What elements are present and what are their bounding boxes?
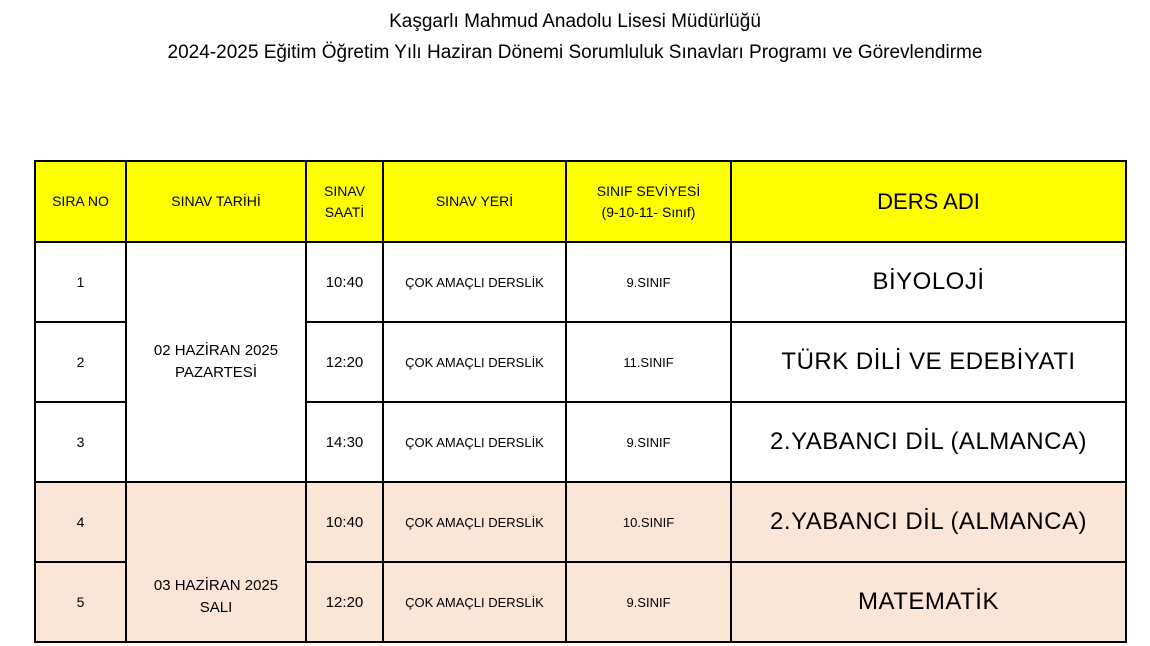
cell-sinav-yeri: ÇOK AMAÇLI DERSLİK (383, 242, 566, 322)
cell-sinav-tarihi (126, 482, 306, 642)
column-header-sinav-yeri: SINAV YERİ (383, 161, 566, 242)
cell-sinav-yeri: ÇOK AMAÇLI DERSLİK (383, 402, 566, 482)
cell-sinif-seviyesi: 9.SINIF (566, 402, 731, 482)
school-name: Kaşgarlı Mahmud Anadolu Lisesi Müdürlüğü (389, 11, 761, 32)
column-header-sinav-saati-line1: SINAV (324, 182, 365, 199)
cell-sira-no: 3 (35, 402, 126, 482)
table-row (35, 242, 1126, 322)
column-header-sira-no: SIRA NO (35, 161, 126, 242)
cell-sinif-seviyesi: 9.SINIF (566, 562, 731, 642)
cell-ders-adi: BİYOLOJİ (731, 242, 1126, 322)
column-header-sinav-tarihi: SINAV TARİHİ (126, 161, 306, 242)
day-line: PAZARTESİ (175, 364, 257, 381)
column-header-sinif-seviyesi-line2: (9-10-11- Sınıf) (601, 203, 696, 220)
date-line: 03 HAZİRAN 2025 (153, 577, 279, 594)
cell-sira-no: 2 (35, 322, 126, 402)
cell-ders-adi: TÜRK DİLİ VE EDEBİYATI (731, 322, 1126, 402)
column-header-sinif-seviyesi-line1: SINIF SEVİYESİ (596, 182, 701, 199)
cell-sinav-saati: 10:40 (306, 482, 383, 562)
cell-sinav-saati: 12:20 (306, 322, 383, 402)
table-row (35, 482, 1126, 562)
day-line: SALI (199, 599, 233, 616)
cell-sira-no: 5 (35, 562, 126, 642)
date-line: 02 HAZİRAN 2025 (153, 342, 279, 359)
cell-sinav-saati: 12:20 (306, 562, 383, 642)
document-title: 2024-2025 Eğitim Öğretim Yılı Haziran Dönemi Sorumluluk Sınavları Programı ve Görevlendirme (167, 42, 983, 63)
cell-sinav-yeri: ÇOK AMAÇLI DERSLİK (383, 482, 566, 562)
exam-schedule-table (34, 160, 1127, 643)
cell-ders-adi: 2.YABANCI DİL (ALMANCA) (731, 482, 1126, 562)
cell-sinif-seviyesi: 10.SINIF (566, 482, 731, 562)
cell-sinav-saati: 10:40 (306, 242, 383, 322)
column-header-sinav-saati-line2: SAATİ (324, 203, 365, 220)
cell-sinif-seviyesi: 11.SINIF (566, 322, 731, 402)
cell-ders-adi: 2.YABANCI DİL (ALMANCA) (731, 402, 1126, 482)
column-header-ders-adi: DERS ADI (731, 161, 1126, 242)
cell-sinav-yeri: ÇOK AMAÇLI DERSLİK (383, 322, 566, 402)
cell-ders-adi: MATEMATİK (731, 562, 1126, 642)
table-header-row (35, 161, 1126, 242)
cell-sira-no: 4 (35, 482, 126, 562)
cell-sira-no: 1 (35, 242, 126, 322)
document-header (0, 6, 1150, 68)
cell-sinav-yeri: ÇOK AMAÇLI DERSLİK (383, 562, 566, 642)
cell-sinav-tarihi (126, 242, 306, 482)
cell-sinav-saati: 14:30 (306, 402, 383, 482)
cell-sinif-seviyesi: 9.SINIF (566, 242, 731, 322)
column-header-sinav-saati (306, 161, 383, 242)
column-header-sinif-seviyesi (566, 161, 731, 242)
